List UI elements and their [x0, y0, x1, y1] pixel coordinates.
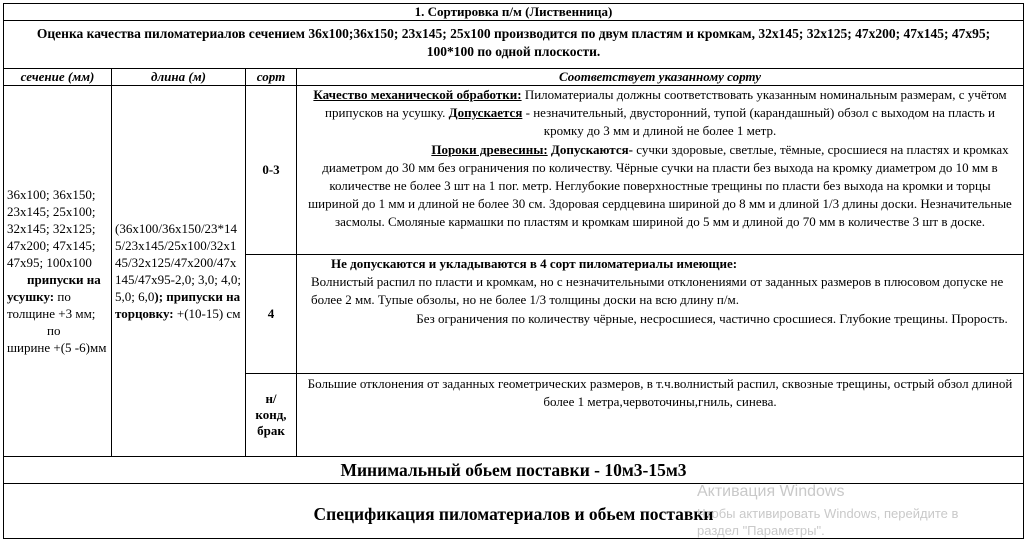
allowed-label: Допускается: [448, 105, 523, 121]
width-allowance: ширине +(5 -6)мм: [7, 340, 107, 355]
assessment-note: Оценка качества пиломатериалов сечением 36х100;36х150; 23х145; 25х100 производится по двум пластям и кромкам, 32х145; 32х125; 47х200; 47х145; 47х95; 100*100 по одной плоскости.: [4, 21, 1024, 69]
section-title: 1. Сортировка п/м (Лиственница): [4, 4, 1024, 21]
grade-0-3-description: [297, 86, 1024, 255]
grade-4-heading: Не допускаются и укладываются в 4 сорт пиломатериалы имеющие:: [331, 256, 738, 271]
min-volume: Минимальный обьем поставки - 10м3-15м3: [4, 457, 1024, 484]
sorting-table: [3, 3, 1024, 539]
header-section: сечение (мм): [4, 69, 112, 86]
length-cell: [112, 86, 246, 457]
trim-allowance: +(10-15) см: [173, 306, 241, 321]
grade-4-text-2: Без ограничения по количеству чёрные, несросшиеся, частично сросшиеся. Глубокие трещины. Прорость.: [416, 310, 1008, 326]
header-grade: сорт: [246, 69, 297, 86]
defects-label: Пороки древесины:: [431, 141, 548, 157]
defects-text: сучки здоровые, светлые, тёмные, сросшиеся на пластях и кромках диаметром до 30 мм без ограничения по количеству. Чёрные сучки на пласти без выхода на кромку диаметром до 10 мм в количестве не более 3 шт на 1 пог. метр. Неглубокие поверхностные трещины по пласти без выхода на кромки и торцы шириной до 1 мм и длиной не более 30 см. Здоровая сердцевина шириной до 8 мм и длиной 1/3 длины доски. Незначительные засмолы. Смоляные кармашки по пластям и кромкам шириной до 5 мм и длиной до 70 мм в количестве 3 шт в доске.: [308, 141, 1012, 230]
spec-title: Спецификация пиломатериалов и обьем поставки: [4, 484, 1024, 539]
section-sizes: 36х100; 36х150; 23х145; 25х100; 32х145; 32х125; 47х200; 47х145; 47х95; 100х100: [7, 187, 96, 270]
watermark-line-2: раздел "Параметры".: [697, 523, 825, 538]
grade-substandard-description: Большие отклонения от заданных геометрических размеров, в т.ч.волнистый распил, сквозные трещины, острый обзол длиной более 1 метра,червоточины,гниль, синева.: [297, 374, 1024, 457]
grade-4-text-1: Волнистый распил по пласти и кромкам, но с незначительными отклонениями от заданных размеров в плюсовом допуске не более 2 мм. Тупые обзолы, но не более 1/3 толщины доски на всю длину п/м.: [311, 274, 1004, 308]
length-sizes: (36х100/36х150/23*145/23х145/25х100/32х145/32х125/47х200/47х145/47х95-2,0; 3,0; 4,0; 5,0; 6,0: [115, 221, 242, 304]
shrink-allowance-label: припуски на усушку:: [7, 272, 101, 304]
grade-4: 4: [246, 255, 297, 374]
quality-text: Пиломатериалы должны соответствовать указанным номинальным размерам, с учётом припусков на усушку.: [325, 87, 1007, 121]
grade-4-description: [297, 255, 1024, 374]
grade-substandard: н/конд, брак: [246, 374, 297, 457]
header-length: длина (м): [112, 69, 246, 86]
defects-allowed-label: Допускаются-: [547, 141, 633, 157]
trim-allowance-label: ); припуски на торцовку:: [115, 289, 241, 321]
thickness-allowance: по толщине +3 мм;: [7, 289, 96, 321]
allowed-text: - незначительный, двусторонний, тупой (карандашный) обзол с выходом на пласть и кромку до 3 мм и длиной не более 1 метр.: [522, 105, 995, 139]
header-match: Соответствует указанному сорту: [297, 69, 1024, 86]
section-cell: [4, 86, 112, 457]
watermark-title: Активация Windows: [697, 483, 845, 500]
quality-label: Качество механической обработки:: [313, 87, 522, 102]
grade-0-3: 0-3: [246, 86, 297, 255]
document: [3, 3, 1024, 548]
width-label: по: [47, 323, 61, 338]
watermark-line-1: Чтобы активировать Windows, перейдите в: [697, 506, 959, 521]
